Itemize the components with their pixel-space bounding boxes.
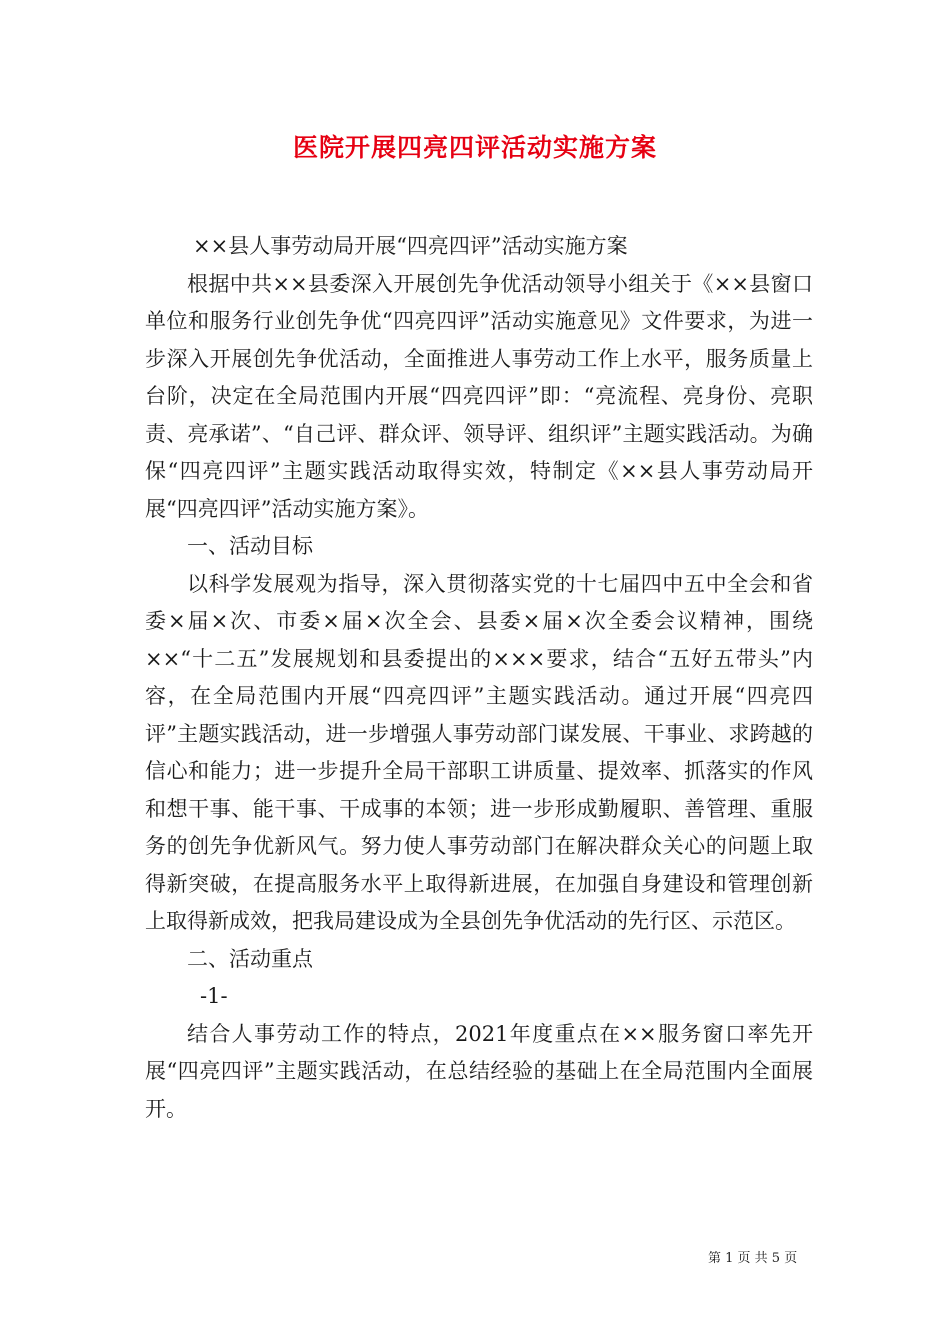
goals-paragraph: 以科学发展观为指导，深入贯彻落实党的十七届四中五中全会和省委×届×次、市委×届×次全会、县委×届×次全委会议精神，围绕××“十二五”发展规划和县委提出的×××要求，结合“五好五带头”内容，在全局范围内开展“四亮四评”主题实践活动。通过开展“四亮四评”主题实践活动，进一步增强人事劳动部门谋发展、干事业、求跨越的信心和能力；进一步提升全局干部职工讲质量、提效率、抓落实的作风和想干事、能干事、干成事的本领；进一步形成勤履职、善管理、重服务的创先争优新风气。努力使人事劳动部门在解决群众关心的问题上取得新突破，在提高服务水平上取得新进展，在加强自身建设和管理创新上取得新成效，把我局建设成为全县创先争优活动的先行区、示范区。 [145,571,813,933]
page-indicator: 第 1 页 共 5 页 [708,1251,798,1266]
inline-page-number: -1- [200,984,228,1008]
document-title: 医院开展四亮四评活动实施方案 [292,133,657,162]
document-body [145,228,813,1128]
intro-paragraph: 根据中共××县委深入开展创先争优活动领导小组关于《××县窗口单位和服务行业创先争优“四亮四评”活动实施意见》文件要求，为进一步深入开展创先争优活动，全面推进人事劳动工作上水平，服务质量上台阶，决定在全局范围内开展“四亮四评”即：“亮流程、亮身份、亮职责、亮承诺”、“自己评、群众评、领导评、组织评”主题实践活动。为确保“四亮四评”主题实践活动取得实效，特制定《××县人事劳动局开展“四亮四评”活动实施方案》。 [145,271,813,521]
section-heading-goals: 一、活动目标 [187,534,313,558]
subtitle-paragraph: ××县人事劳动局开展“四亮四评”活动实施方案 [193,234,628,258]
section-heading-focus: 二、活动重点 [187,946,313,971]
focus-paragraph: 结合人事劳动工作的特点，2021年度重点在××服务窗口率先开展“四亮四评”主题实践活动，在总结经验的基础上在全局范围内全面展开。 [145,1021,813,1121]
